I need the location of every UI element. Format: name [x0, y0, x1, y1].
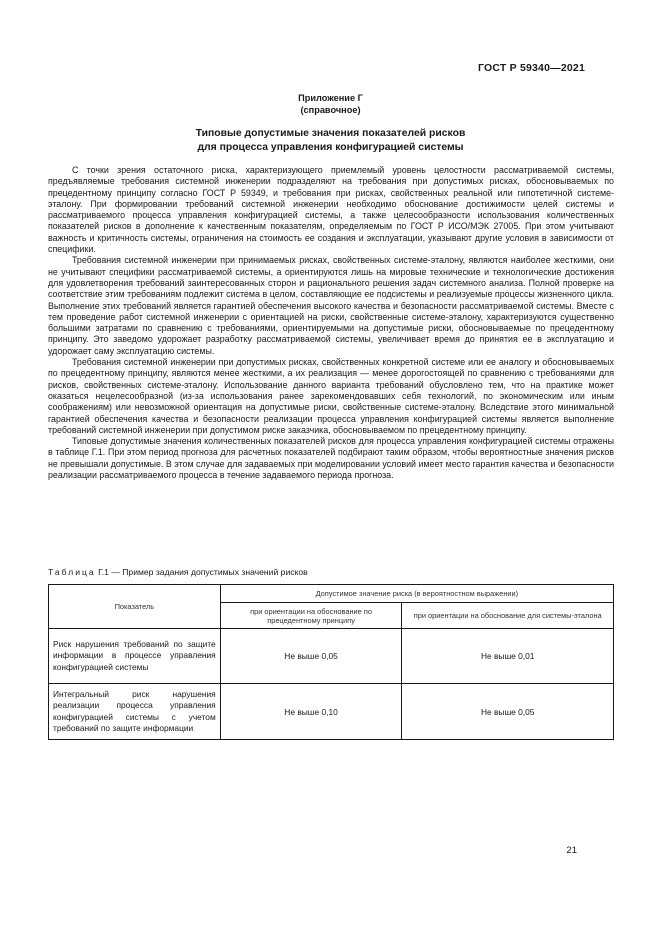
row-reference-value: Не выше 0,05 — [402, 684, 614, 740]
row-reference-value: Не выше 0,01 — [402, 629, 614, 684]
table-caption-word: Таблица — [48, 567, 96, 577]
body-text — [48, 165, 614, 481]
row-precedent-value: Не выше 0,10 — [220, 684, 402, 740]
table-row — [49, 684, 614, 740]
table-caption-text: Г.1 — Пример задания допустимых значений рисков — [98, 567, 308, 577]
row-indicator: Интегральный риск нарушения реализации процесса управления конфигурацией системы с учетом требований по защите информации — [49, 684, 221, 740]
risk-values-table — [48, 584, 614, 740]
paragraph: Типовые допустимые значения количественных показателей рисков для процесса управления конфигурацией системы отражены в таблице Г.1. При этом период прогноза для расчетных показателей подбирают таким образом, чтобы вероятностные значения рисков не превышали допустимые. В этом случае для задаваемых при моделировании условий имеет место гарантия качества и безопасности реализации рассматриваемого процесса в течение задаваемого периода прогноза. — [48, 436, 614, 481]
standard-code: ГОСТ Р 59340—2021 — [477, 62, 585, 74]
annex-subtitle: (справочное) — [300, 105, 361, 115]
section-title-line-1: Типовые допустимые значения показателей рисков — [195, 128, 466, 139]
row-precedent-value: Не выше 0,05 — [220, 629, 402, 684]
section-title-line-2: для процесса управления конфигурацией системы — [197, 142, 464, 153]
header-precedent: при ориентации на обоснование по прецедентному принципу — [220, 603, 402, 629]
header-reference-system: при ориентации на обоснование для системы-эталона — [402, 603, 614, 629]
paragraph: С точки зрения остаточного риска, характеризующего приемлемый уровень целостности рассматриваемой системы, предъявляемые требования системной инженерии подразделяют на требования при допустимых рисках, обосновываемых по прецедентному принципу согласно ГОСТ Р 59349, и требования при рисках, свойственных реальной или гипотетичной системе-эталону. При формировании требований системной инженерии необходимо обоснование достижимости целей системы и рассматриваемого процесса управления конфигурацией системы, а также целесообразности использования количественных показателей рисков в дополнение к качественным показателям, определяемым по ГОСТ Р ИСО/МЭК 27005. При этом учитывают важность и критичность системы, ограничения на стоимость ее создания и эксплуатации, указывают другие условия в зависимости от специфики. — [48, 165, 614, 255]
paragraph: Требования системной инженерии при принимаемых рисках, свойственных системе-эталону, являются наиболее жесткими, они не учитывают специфики рассматриваемой системы, а ориентируются лишь на мировые технические и технологические достижения для удовлетворения требований заинтересованных сторон и рационального решения задач системного анализа. Полной проверке на соответствие этим требованиям подлежит система в целом, составляющие ее подсистемы и реализуемые процессы жизненного цикла. Выполнение этих требований является гарантией обеспечения высокого качества и безопасности рассматриваемой системы. Вместе с тем проведение работ системной инженерии с ориентацией на риски, свойственные системе-эталону, характеризуются существенно большими затратами по сравнению с требованиями, ориентируемыми на допустимые риски, обосновываемые по прецедентному принципу. Это заведомо удорожает разработку рассматриваемой системы, увеличивает время до принятия ее в эксплуатацию и удорожает саму эксплуатацию системы. — [48, 255, 614, 356]
header-indicator: Показатель — [49, 585, 221, 629]
table-row — [49, 629, 614, 684]
annex-title: Приложение Г — [298, 93, 363, 103]
table-caption — [48, 567, 308, 577]
page-number: 21 — [566, 845, 577, 856]
paragraph: Требования системной инженерии при допустимых рисках, свойственных конкретной системе или ее аналогу и обосновываемых по прецедентному принципу, являются менее жесткими, а их реализация — менее дорогостоящей по сравнению с требованиями для рисков, свойственных системе-эталону. Использование данного варианта требований обусловлено тем, что на практике может оказаться нецелесообразной (из-за использования ранее зарекомендовавших себя технологий, по экономическим или иным соображениям) или невозможной ориентация на допустимые риски, свойственные системе-эталону. Вследствие этого минимальной гарантией обеспечения качества и безопасности реализации процесса управления конфигурацией системы является выполнение требований системной инженерии при допустимом риске заказчика, обосновываемом по прецедентному принципу. — [48, 357, 614, 435]
header-risk-group: Допустимое значение риска (в вероятностном выражении) — [220, 585, 613, 603]
row-indicator: Риск нарушения требований по защите информации в процессе управления конфигурацией системы — [49, 629, 221, 684]
